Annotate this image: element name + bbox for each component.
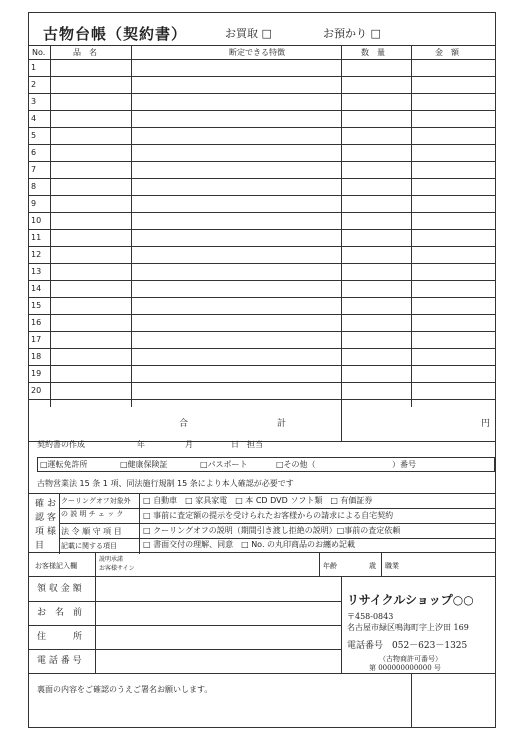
table-row (29, 195, 495, 196)
field-phone: 電 話 番 号 (37, 656, 82, 666)
row-number: 11 (31, 233, 42, 242)
confirm-r4-label: 記載に関する項目 (61, 542, 117, 550)
footer-note: 裏面の内容をご確認のうえご署名お願いします。 (37, 685, 213, 694)
table-row (29, 246, 495, 247)
table-row (29, 297, 495, 298)
table-row (29, 348, 495, 349)
confirm-r2-options[interactable]: □ 事前に査定額の提示を受けられたお客様からの請求による自宅契約 (143, 511, 394, 520)
confirm-r3-label: 法 令 順 守 項 目 (61, 527, 122, 536)
customer-note-a: 説明承諾 (99, 556, 124, 563)
contract-year: 年 (137, 440, 145, 449)
row-number: 18 (31, 352, 42, 361)
option-buy[interactable]: お買取 □ (225, 27, 272, 40)
table-row (29, 110, 495, 111)
shop-phone: 電話番号 052－623－1325 (347, 641, 468, 651)
field-name: お 名 前 (37, 608, 83, 618)
row-number: 2 (31, 80, 37, 89)
confirm-side-2: 認 (35, 513, 45, 523)
row-number: 20 (31, 386, 42, 395)
confirm-side-7: 様 (47, 527, 57, 537)
table-row (29, 212, 495, 213)
law-note: 古物営業法 15 条 1 項、同法施行規制 15 条により本人確認が必要です (37, 479, 294, 488)
col-qty: 数 量 (361, 48, 385, 57)
confirm-block (29, 493, 495, 553)
col-feature: 断定できる特徴 (229, 48, 285, 57)
confirm-side-4: 目 (35, 541, 45, 551)
table-row (29, 161, 495, 162)
table-row (29, 280, 495, 281)
row-number: 8 (31, 182, 37, 191)
table-row (29, 314, 495, 315)
id-license[interactable]: □運転免許所 (40, 460, 88, 469)
contract-day: 日 (231, 440, 239, 449)
row-number: 19 (31, 369, 42, 378)
customer-age-unit: 歳 (369, 562, 376, 570)
table-row (29, 127, 495, 128)
contract-month: 月 (185, 440, 193, 449)
col-item: 品 名 (73, 48, 97, 57)
row-number: 4 (31, 114, 37, 123)
row-number: 9 (31, 199, 37, 208)
customer-job: 職業 (385, 562, 399, 570)
row-number: 5 (31, 131, 37, 140)
confirm-side-3: 項 (35, 527, 45, 537)
row-number: 6 (31, 148, 37, 157)
option-deposit[interactable]: お預かり □ (323, 27, 381, 40)
shop-address: 名古屋市緑区鳴海町字上汐田 169 (347, 623, 469, 632)
table-row (29, 76, 495, 77)
fields-block (29, 577, 341, 673)
table-row (29, 93, 495, 94)
table-row (29, 331, 495, 332)
row-number: 16 (31, 318, 42, 327)
col-no: No. (32, 48, 46, 57)
document-title: 古物台帳（契約書） (43, 25, 188, 43)
contract-label: 契約書の作成 (37, 440, 85, 449)
customer-row (29, 553, 495, 577)
table-row (29, 382, 495, 383)
customer-note-b: お客様サイン (99, 565, 135, 572)
shop-license-no: 第 000000000000 号 (369, 664, 441, 672)
id-insurance[interactable]: □健康保険証 (120, 460, 168, 469)
row-number: 10 (31, 216, 42, 225)
id-number: ）番号 (392, 460, 416, 469)
table-row (29, 144, 495, 145)
id-options (37, 457, 495, 472)
row-number: 12 (31, 250, 42, 259)
row-number: 7 (31, 165, 37, 174)
table-row (29, 365, 495, 366)
row-number: 3 (31, 97, 37, 106)
contract-person: 担当 (247, 440, 263, 449)
shop-name: リサイクルショップ○○ (347, 593, 474, 607)
confirm-r1-options[interactable]: □ 自動車 □ 家具家電 □ 本 CD DVD ソフト類 □ 有価証券 (143, 496, 373, 505)
total-label-left: 合 (179, 419, 189, 429)
customer-label: お客様記入欄 (35, 562, 77, 570)
total-label-right: 計 (277, 419, 287, 429)
table-row (29, 229, 495, 230)
id-other[interactable]: □その他（ (276, 460, 316, 469)
stamp-box[interactable] (411, 673, 495, 727)
confirm-side-1: 確 (35, 499, 45, 509)
shop-zip: 〒458-0843 (347, 612, 394, 621)
field-amount: 領 収 金 額 (37, 584, 82, 594)
row-number: 17 (31, 335, 42, 344)
table-row (29, 263, 495, 264)
confirm-r4-options[interactable]: □ 書面交付の理解、同意 □ No. の丸印商品のお纏め記載 (143, 540, 356, 549)
confirm-side-5: お (47, 499, 57, 509)
shop-license-label: （古物商許可番号） (379, 655, 442, 663)
field-address: 住 所 (37, 632, 83, 642)
confirm-side-6: 客 (47, 513, 57, 523)
table-row (29, 178, 495, 179)
confirm-r3-options[interactable]: □ クーリングオフの説明（期間引き渡し拒絶の説明）□事前の査定依頼 (143, 526, 401, 535)
confirm-r1-label-b: の 説 明 チ ェ ッ ク (61, 510, 124, 518)
row-number: 1 (31, 63, 37, 72)
confirm-r1-label-a: クーリングオフ対象外 (61, 497, 131, 505)
customer-age: 年齢 (323, 562, 337, 570)
row-number: 14 (31, 284, 42, 293)
col-amount: 金 額 (435, 48, 459, 57)
row-number: 15 (31, 301, 42, 310)
total-yen: 円 (481, 419, 491, 429)
ledger-sheet (28, 12, 496, 728)
row-number: 13 (31, 267, 42, 276)
item-table (29, 45, 495, 445)
id-passport[interactable]: □パスポート (200, 460, 248, 469)
table-row (29, 399, 495, 400)
